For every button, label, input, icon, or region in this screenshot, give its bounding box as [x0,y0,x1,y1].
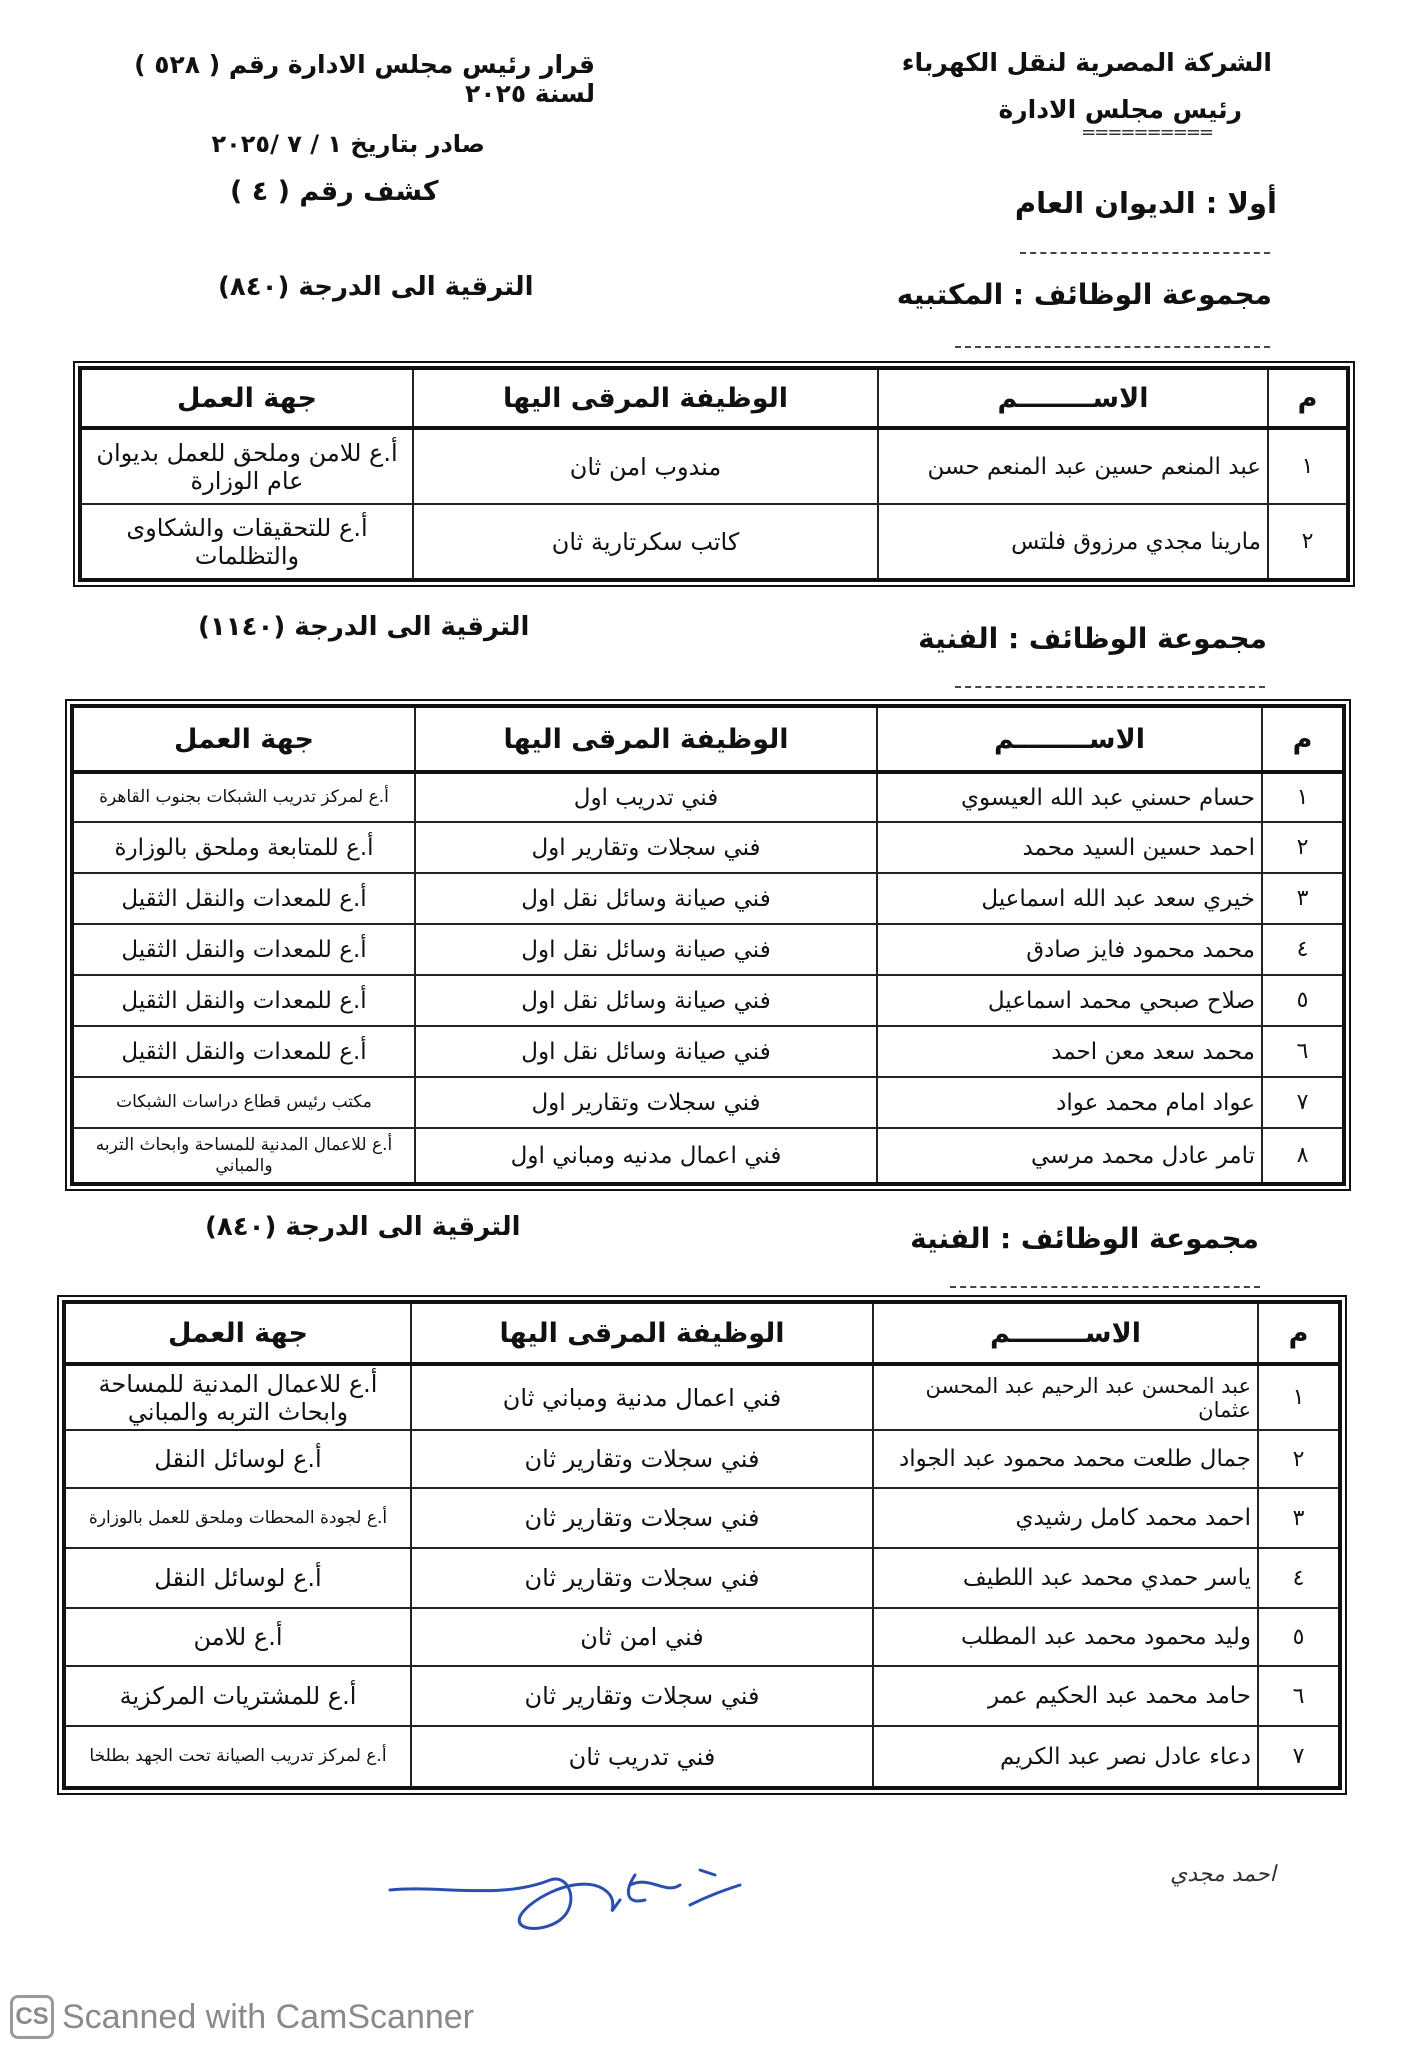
table-row: ٤ ياسر حمدي محمد عبد اللطيف فني سجلات وتقارير ثان أ.ع لوسائل النقل [64,1548,1340,1608]
divider [1020,252,1270,254]
table-row: ١ عبد المنعم حسين عبد المنعم حسن مندوب امن ثان أ.ع للامن وملحق للعمل بديوان عام الوزارة [80,428,1348,504]
col-num: م [1268,368,1348,428]
col-name: الاســــــــم [878,368,1268,428]
table-header-row: م الاســــــــم الوظيفة المرقى اليها جهة العمل [72,706,1344,772]
department-title: أولا : الديوان العام [1014,186,1277,220]
col-work: جهة العمل [80,368,413,428]
board-chair-title: رئيس مجلس الادارة [998,95,1242,124]
divider [955,346,1270,348]
decision-title: قرار رئيس مجلس الادارة رقم ( ٥٢٨ ) لسنة ٢٠٢٥ [134,50,595,108]
decision-header [75,50,595,158]
sheet-number: كشف رقم ( ٤ ) [230,176,439,207]
table-row: ١ حسام حسني عبد الله العيسوي فني تدريب اول أ.ع لمركز تدريب الشبكات بجنوب القاهرة [72,772,1344,822]
table-header-row [80,368,1348,428]
camscanner-logo-icon: CS [10,1995,54,2039]
camscanner-footer [10,1995,474,2039]
header-decoration: ========== [1081,122,1212,143]
section-1-promotion: الترقية الى الدرجة (٨٤٠) [218,272,534,302]
section-1-table [78,366,1350,582]
section-3-promotion: الترقية الى الدرجة (٨٤٠) [205,1212,521,1242]
table-header-row: م الاســــــــم الوظيفة المرقى اليها جهة العمل [64,1302,1340,1364]
divider [955,686,1265,688]
section-1-group: مجموعة الوظائف : المكتبيه [896,278,1272,311]
table-row: ٦ محمد سعد معن احمد فني صيانة وسائل نقل اول أ.ع للمعدات والنقل الثقيل [72,1026,1344,1077]
section-2-group: مجموعة الوظائف : الفنية [918,622,1267,655]
table-row: ٢ مارينا مجدي مرزوق فلتس كاتب سكرتارية ثان أ.ع للتحقيقات والشكاوى والتظلمات [80,504,1348,580]
company-header [832,48,1272,143]
table-row: ١ عبد المحسن عبد الرحيم عبد المحسن عثمان فني اعمال مدنية ومباني ثان أ.ع للاعمال المدنية للمساحة وابحاث التربه والمباني [64,1364,1340,1430]
table-row: ٦ حامد محمد عبد الحكيم عمر فني سجلات وتقارير ثان أ.ع للمشتريات المركزية [64,1666,1340,1726]
table-row: ٤ محمد محمود فايز صادق فني صيانة وسائل نقل اول أ.ع للمعدات والنقل الثقيل [72,924,1344,975]
table-row: ٨ تامر عادل محمد مرسي فني اعمال مدنيه ومباني اول أ.ع للاعمال المدنية للمساحة وابحاث التربه والمباني [72,1128,1344,1184]
table-row: ٢ احمد حسين السيد محمد فني سجلات وتقارير اول أ.ع للمتابعة وملحق بالوزارة [72,822,1344,873]
signature-right: احمد مجدي [1170,1862,1276,1887]
table-row: ٣ خيري سعد عبد الله اسماعيل فني صيانة وسائل نقل اول أ.ع للمعدات والنقل الثقيل [72,873,1344,924]
table-row: ٢ جمال طلعت محمد محمود عبد الجواد فني سجلات وتقارير ثان أ.ع لوسائل النقل [64,1430,1340,1488]
divider [950,1286,1260,1288]
section-2-table [70,704,1346,1186]
table-row: ٥ صلاح صبحي محمد اسماعيل فني صيانة وسائل نقل اول أ.ع للمعدات والنقل الثقيل [72,975,1344,1026]
table-row: ٣ احمد محمد كامل رشيدي فني سجلات وتقارير ثان أ.ع لجودة المحطات وملحق للعمل بالوزارة [64,1488,1340,1548]
signature-left [380,1845,760,1955]
table-row: ٧ عواد امام محمد عواد فني سجلات وتقارير اول مكتب رئيس قطاع دراسات الشبكات [72,1077,1344,1128]
section-2-promotion: الترقية الى الدرجة (١١٤٠) [198,612,530,642]
company-name: الشركة المصرية لنقل الكهرباء [901,48,1272,77]
section-3-table [62,1300,1342,1790]
table-row: ٧ دعاء عادل نصر عبد الكريم فني تدريب ثان أ.ع لمركز تدريب الصيانة تحت الجهد بطلخا [64,1726,1340,1788]
table-row: ٥ وليد محمود محمد عبد المطلب فني امن ثان أ.ع للامن [64,1608,1340,1666]
issue-date: صادر بتاريخ ١ / ٧ /٢٠٢٥ [211,130,485,158]
camscanner-text: Scanned with CamScanner [62,1997,475,2036]
section-3-group: مجموعة الوظائف : الفنية [910,1222,1259,1255]
col-job: الوظيفة المرقى اليها [413,368,878,428]
